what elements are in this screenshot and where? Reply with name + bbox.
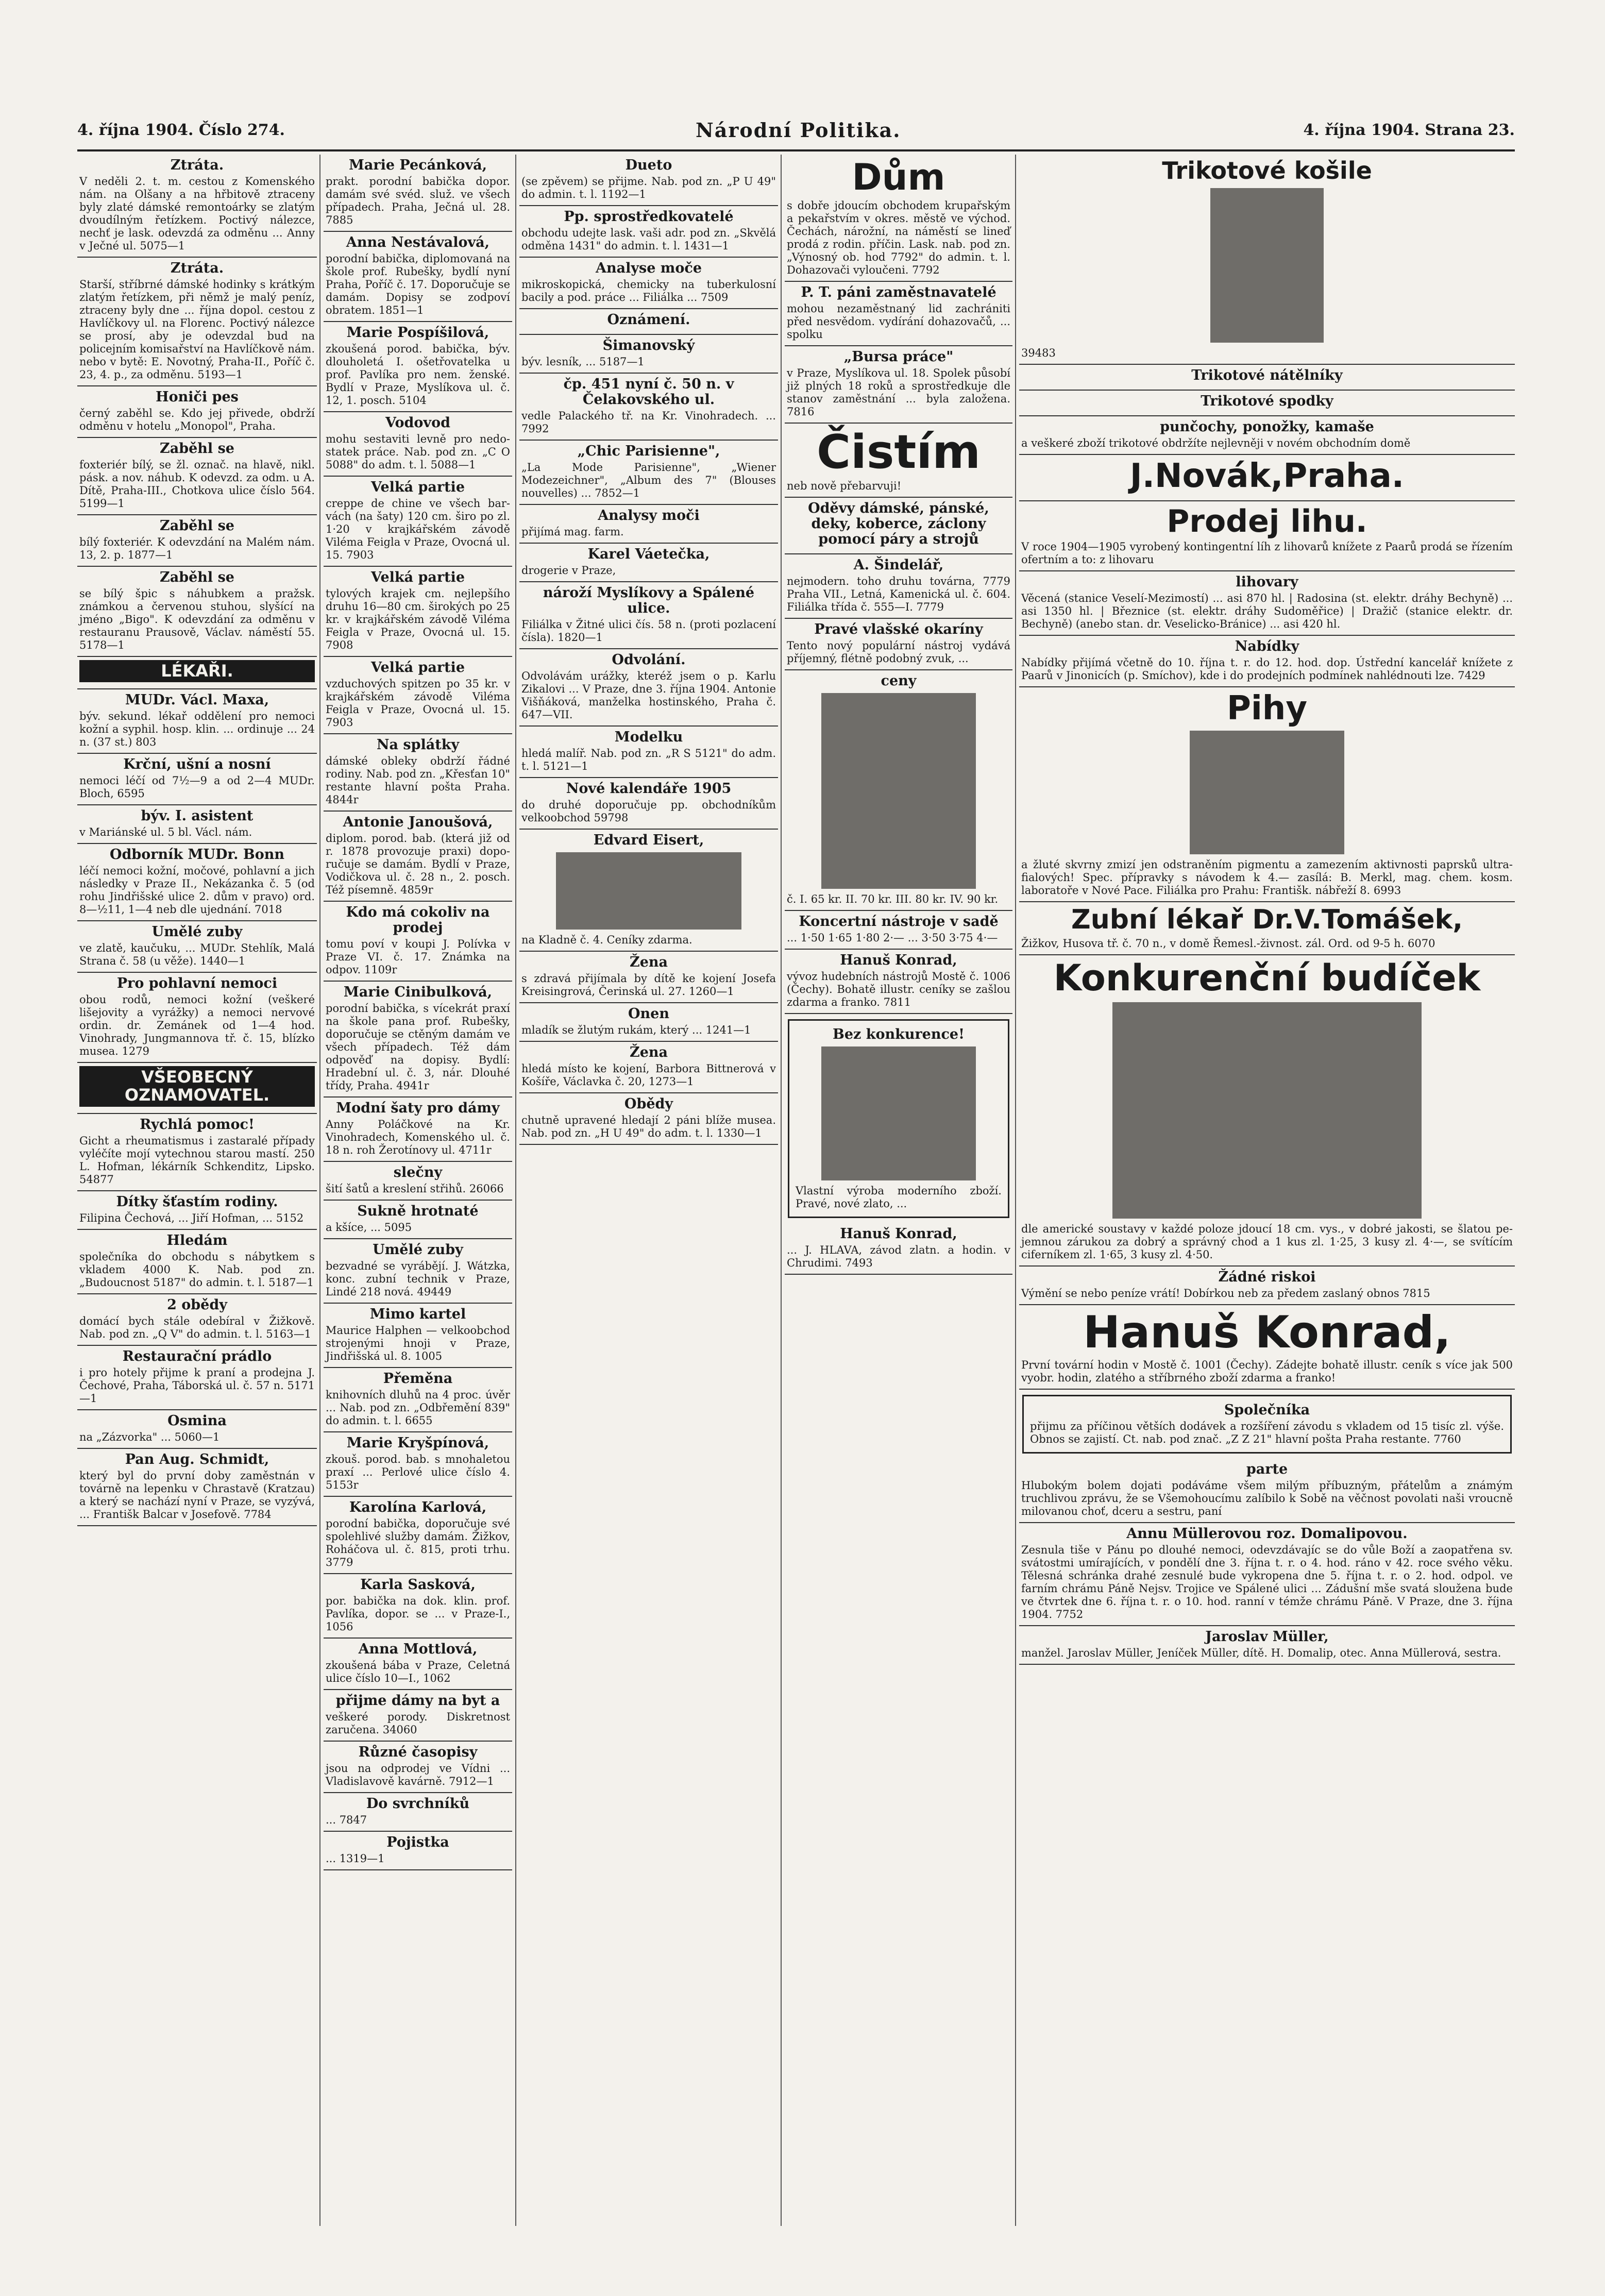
classified-ad: [785, 670, 1012, 911]
ad-heading: Anna Mottlová,: [358, 1641, 478, 1657]
ad-body: na „Zázvorka" ... 5060—1: [79, 1430, 220, 1443]
ad-heading: Velká partie: [370, 479, 465, 495]
ad-body: který byl do první doby zaměstnán v továrně na lepenku v Chrastavě (Kratzau) a který se nachází nyní v Praze, se vyzývá, ... Františk Balcar v Josefově. 7784: [79, 1469, 315, 1521]
ad-body: ... J. HLAVA, závod zlatn. a hodin. v Chrudimi. 7493: [787, 1244, 1010, 1269]
ad-heading: Různé časopisy: [358, 1744, 478, 1760]
classified-ad: [1019, 155, 1515, 365]
classified-ad: [1019, 416, 1515, 455]
ad-heading: Zubní lékař Dr.V.Tomášek,: [1071, 904, 1463, 936]
ad-heading: Bez konkurence!: [833, 1026, 965, 1042]
ad-body: zkoušená porod. babička, býv. dlouholetá I. ošetřovatelka u prof. Pavlíka pro nem. ženské. Bydlí v Praze, Myslíkova ul. č. 12, 1. posch. 5104: [326, 343, 510, 407]
classified-ad: [788, 1019, 1009, 1218]
ad-heading: býv. I. asistent: [141, 808, 254, 824]
ad-body: č. I. 65 kr. II. 70 kr. III. 80 kr. IV. 90 kr.: [787, 893, 999, 905]
classified-ad: [77, 515, 317, 567]
ad-heading: Umělé zuby: [373, 1242, 463, 1258]
ad-heading: Pihy: [1226, 689, 1308, 728]
classified-ad: [785, 619, 1012, 670]
classified-ad: [324, 902, 512, 982]
woman-portrait-illustration: [1190, 731, 1344, 854]
classified-ad: [519, 335, 778, 374]
classified-ad: [785, 424, 1012, 498]
column-divider: [1015, 155, 1016, 2226]
ad-body: dámské obleky obdrží řádné rodiny. Nab. pod zn. „Křesťan 10" restante hlavní pošta Praha. 4844r: [326, 755, 510, 806]
classified-ad: [519, 441, 778, 505]
ad-body: s dobře jdoucím obchodem krupařským a pekařstvím v okres. městě ve východ. Čechách, nárožní, na náměstí se lineď prodá z rodin. příčin. Lask. nab. pod zn. „Výnosný ob. hod 7792" do admin. t. l. Dohazovači vyloučeni. 7792: [787, 199, 1010, 276]
bullet-illustration: [556, 852, 741, 930]
classified-ad: [324, 1098, 512, 1162]
ad-body: Hlubokým bolem dojati podáváme všem milým příbuzným, přátelům a známým truchlivou zprávu, že se Všemohoucímu zalíbilo k Sobě na věčnost povolati naši vroucně milovanou choť, dceru a sestru, paní: [1021, 1479, 1513, 1518]
classified-ad: [519, 258, 778, 309]
ad-body: Nabídky přijímá včetně do 10. října t. r. do 12. hod. dop. Ústřední kancelář knížete z Paarů v Jinonicích (p. Smíchov), kde i do prodejních podmínek nahlédnouti lze. 7429: [1021, 656, 1513, 682]
classified-ad: [77, 1410, 317, 1449]
ad-heading: Hanuš Konrad,: [840, 1226, 957, 1242]
ad-heading: Restaurační prádlo: [122, 1348, 272, 1364]
classified-ad: [324, 412, 512, 477]
classified-ad: [519, 727, 778, 778]
classified-ad: [1019, 902, 1515, 955]
ad-heading: Pravé vlašské okaríny: [814, 621, 983, 637]
ad-heading: Analysy moči: [598, 508, 700, 524]
ad-body: i pro hotely přijme k praní a prodejna J. Čechové, Praha, Táborská ul. č. 57 n. 5171—1: [79, 1366, 315, 1405]
column-1: [77, 155, 317, 2221]
ad-body: bílý foxteriér. K odevzdání na Malém nám. 13, 2. p. 1877—1: [79, 536, 315, 561]
ad-heading: Krční, ušní a nosní: [123, 756, 271, 773]
ad-heading: Žena: [629, 954, 668, 970]
masthead-title: Národní Politika.: [696, 119, 901, 142]
ad-heading: MUDr. Václ. Maxa,: [125, 692, 269, 708]
classified-ad: [785, 911, 1012, 950]
classified-ad: [324, 982, 512, 1098]
ad-body: zkouš. porod. bab. s mnohaletou praxí ... Perlové ulice číslo 4. 5153r: [326, 1453, 510, 1491]
ad-heading: Ztráta.: [170, 157, 224, 173]
classified-ad: [519, 649, 778, 727]
classified-ad: [519, 505, 778, 544]
ad-heading: Oznámení.: [607, 312, 690, 328]
ad-heading: punčochy, ponožky, kamaše: [1160, 418, 1374, 435]
ad-heading: Antonie Janoušová,: [343, 814, 493, 830]
ad-heading: Obědy: [624, 1096, 673, 1112]
classified-ad: [77, 754, 317, 805]
ad-body: „La Mode Parisienne", „Wiener Modezeichner", „Album des 7" (Blouses nouvelles) ... 7852—1: [521, 461, 776, 499]
ad-body: mohu sestaviti levně pro nedostatek práce. Nab. pod zn. „C O 5088" do adm. t. l. 5088—1: [326, 433, 510, 471]
ad-heading: Hanuš Konrad,: [1083, 1306, 1451, 1358]
classified-ad: [1019, 391, 1515, 416]
ad-heading: „Bursa práce": [843, 349, 954, 365]
ad-heading: VŠEOBECNÝ OZNAMOVATEL.: [79, 1066, 315, 1106]
alarm-clock-illustration: [1112, 1002, 1422, 1219]
ad-body: hledá malíř. Nab. pod zn. „R S 5121" do adm. t. l. 5121—1: [521, 747, 776, 772]
ad-body: porodní babička, diplomovaná na škole prof. Rubešky, bydlí nyní Praha, Poříč č. 17. Doporučuje se damám. Dopisy se zodpoví obratem. 1851—1: [326, 252, 510, 316]
ad-body: do druhé doporučuje pp. obchodníkům velkoobchod 59798: [521, 799, 776, 824]
classified-ad: [785, 554, 1012, 619]
ad-heading: J.Novák,Praha.: [1129, 457, 1405, 495]
ad-body: zkoušená bába v Praze, Celetná ulice číslo 10—I., 1062: [326, 1659, 510, 1684]
ad-body: creppe de chine ve všech barvách (na šaty) 120 cm. širo po zl. 1·20 v krajkářském závodě Viléma Feigla v Praze, Ovocná ul. 15. 7903: [326, 497, 510, 561]
ad-heading: Pojistka: [386, 1834, 449, 1850]
classified-ad: [519, 778, 778, 830]
ad-body: jsou na odprodej ve Vídni ... Vladislavově kavárně. 7912—1: [326, 1762, 510, 1787]
classified-ad: [519, 374, 778, 441]
ad-heading: Hledám: [166, 1232, 228, 1248]
classified-ad: [519, 1003, 778, 1042]
ad-heading: Zaběhl se: [160, 441, 234, 457]
ad-heading: Odborník MUDr. Bonn: [110, 847, 284, 863]
ad-heading: Marie Kryšpínová,: [346, 1435, 489, 1451]
classified-ad: [1019, 955, 1515, 1267]
ad-body: býv. sekund. lékař oddělení pro nemoci kožní a syphil. hosp. klin. ... ordinuje ... 24 n. (37 st.) 803: [79, 710, 315, 749]
ad-body: společníka do obchodu s nábytkem s vkladem 4000 K. Nab. pod zn. „Budoucnost 5187" do admin. t. l. 5187—1: [79, 1250, 315, 1289]
ad-body: Zesnula tiše v Pánu po dlouhé nemoci, odevzdávajíc se do vůle Boží a zaopatřena sv. svátostmi umírajících, v pondělí dne 3. října t. r. o 4. hod. ráno v 42. roce svého věku. Tělesná schránka drahé zesnulé bude vykropena dne 5. října t. r. o 2. hod. odpol. ve farním chrámu Páně Nejsv. Trojice ve Spálené ulici ... Zádušní mše svatá sloužena bude ve čtvrtek dne 6. října t. r. o 10. hod. ranní v témže chrámu Páně. V Praze, dne 3. října 1904. 7752: [1021, 1544, 1513, 1621]
ad-body: neb nově přebarvuji!: [787, 480, 902, 492]
ad-body: knihovních dluhů na 4 proc. úvěr ... Nab. pod zn. „Odbřemění 839" do admin. t. l. 6655: [326, 1389, 510, 1427]
classified-ad: [1019, 571, 1515, 636]
ad-body: Filipina Čechová, ... Jiří Hofman, ... 5152: [79, 1211, 304, 1224]
classified-ad: [324, 1497, 512, 1574]
ad-body: nejmodern. toho druhu továrna, 7779 Praha VII., Letná, Kamenická ul. č. 604. Filiálka třída č. 555—I. 7779: [787, 575, 1010, 613]
ad-body: vývoz hudebních nástrojů Mostě č. 1006 (Čechy). Bohatě illustr. ceníky se zašlou zdarma a franko. 7811: [787, 970, 1010, 1008]
ad-body: ... 1319—1: [326, 1852, 385, 1865]
ad-heading: Onen: [628, 1006, 669, 1022]
ad-heading: Velká partie: [370, 660, 465, 676]
classified-ad: [785, 155, 1012, 282]
ad-heading: Modelku: [614, 729, 683, 745]
classified-ad: [1019, 501, 1515, 571]
ad-heading: Marie Pecánková,: [348, 157, 487, 173]
ad-heading: Zaběhl se: [160, 518, 234, 534]
classified-ad: [77, 657, 317, 689]
column-5: [1019, 155, 1515, 2221]
ad-heading: Karla Sasková,: [360, 1577, 476, 1593]
classified-ad: [324, 1432, 512, 1497]
classified-ad: [324, 734, 512, 812]
classified-ad: [785, 282, 1012, 346]
ad-body: tylových krajek cm. nejlepšího druhu 16—80 cm. širokých po 25 kr. v krajkářském závodě Viléma Feigla v Praze, Ovocná ul. 15. 7908: [326, 587, 510, 651]
classified-ad: [77, 1114, 317, 1191]
classified-ad: [1019, 365, 1515, 391]
ad-body: veškeré porody. Diskretnost zaručena. 34060: [326, 1711, 510, 1736]
ad-body: ... 1·50 1·65 1·80 2·— ... 3·50 3·75 4·—: [787, 932, 998, 944]
classified-ad: [77, 1449, 317, 1526]
classified-ad: [1019, 1626, 1515, 1665]
ad-body: mikroskopická, chemicky na tuberkulosní bacily a pod. práce ... Filiálka ... 7509: [521, 278, 776, 303]
classified-ad: [324, 1690, 512, 1742]
page-header: [77, 116, 1515, 147]
header-date-page: 4. října 1904. Strana 23.: [1303, 121, 1515, 139]
column-divider: [515, 155, 516, 2226]
ad-body: Žižkov, Husova tř. č. 70 n., v domě Řemesl.-živnost. zál. Ord. od 9-5 h. 6070: [1021, 937, 1435, 950]
skier-illustration: [1210, 188, 1324, 343]
ad-body: mohou nezaměstnaný lid zachrániti před nesvědom. vydírání dohazovačů, ... spolku: [787, 302, 1010, 341]
ad-heading: přijme dámy na byt a: [335, 1693, 500, 1709]
ad-body: obchodu udejte lask. vaši adr. pod zn. „Skvělá odměna 1431" do admin. t. l. 1431—1: [521, 227, 776, 252]
classified-ad: [1022, 1395, 1512, 1454]
ad-body: přijmu za příčinou větších dodávek a rozšíření závodu s vkladem od 15 tisíc zl. výše. Obnos se zajistí. Ct. nab. pod znač. „Z Z 21" hlavní pošta Praha restante. 7760: [1030, 1420, 1504, 1446]
column-3: [519, 155, 778, 2221]
ad-heading: Velká partie: [370, 569, 465, 585]
classified-ad: [77, 258, 317, 386]
classified-ad: [77, 973, 317, 1063]
ad-heading: Pro pohlavní nemoci: [116, 975, 278, 992]
classified-ad: [1019, 455, 1515, 501]
ad-heading: Edvard Eisert,: [593, 832, 704, 848]
ad-heading: Dům: [852, 156, 945, 198]
classified-ad: [1019, 1305, 1515, 1390]
classified-ad: [324, 477, 512, 567]
ad-body: nemoci léčí od 7½—9 a od 2—4 MUDr. Bloch, 6595: [79, 774, 315, 800]
ad-heading: Dítky šťastím rodiny.: [116, 1193, 278, 1210]
ad-heading: Annu Müllerovou roz. Domalipovou.: [1126, 1526, 1408, 1542]
ad-heading: Modní šaty pro dámy: [336, 1100, 500, 1116]
ad-heading: lihovary: [1236, 574, 1298, 590]
ad-body: Věcená (stanice Veselí-Mezimostí) ... asi 870 hl. | Radosina (st. elektr. dráhy Bechyně) ... asi 1350 hl. | Březnice (st. elektr. dráhy Sudoměřice) | Dražič (stanice elektr. dr. Bechyně) (anebo stan. dr. Veselicko-Bránice) ... asi 420 hl.: [1021, 592, 1513, 630]
classified-ad: [519, 952, 778, 1003]
classified-ad: [77, 1230, 317, 1294]
ad-heading: Dueto: [625, 157, 672, 173]
ad-heading: Oděvy dámské, pánské, deky, koberce, záclony pomocí páry a strojů: [808, 500, 989, 547]
ad-heading: Šimanovský: [602, 337, 695, 353]
classified-ad: [785, 950, 1012, 1014]
ad-body: domácí bych stále odebíral v Žižkově. Nab. pod zn. „Q V" do admin. t. l. 5163—1: [79, 1314, 315, 1340]
ad-body: V neděli 2. t. m. cestou z Komenského nám. na Olšany a na hřbitově ztraceny byly zlaté dámské remontoárky se zlatým dvoudílným řetízkem. Poctivý nálezce, nechť je lask. odevzdá za odměnu ... Anny v Ječné ul. 5075—1: [79, 175, 315, 252]
ad-body: Výmění se nebo peníze vrátí! Dobírkou neb za předem zaslaný obnos 7815: [1021, 1287, 1430, 1299]
ad-body: V roce 1904—1905 vyrobený kontingentní líh z lihovarů knížete z Paarů prodá se řízením ofertním a to: z lihovaru: [1021, 541, 1513, 566]
ad-heading: Karolína Karlová,: [349, 1499, 487, 1515]
classified-ad: [324, 1368, 512, 1432]
classified-ad: [77, 689, 317, 754]
ad-heading: Žena: [629, 1044, 668, 1060]
ad-heading: Hanuš Konrad,: [840, 952, 957, 968]
ad-body: vzduchových spitzen po 35 kr. v krajkářském závodě Viléma Feigla v Praze, Ovocná ul. 15. 7903: [326, 678, 510, 729]
classified-ad: [519, 206, 778, 258]
classified-ad: [324, 1639, 512, 1690]
ad-body: Gicht a rheumatismus i zastaralé případy vyléčíte mojí vytechnou starou mastí. 250 L. Hofman, lékárník Schkenditz, Lipsko. 54877: [79, 1134, 315, 1186]
ad-heading: Odvolání.: [612, 652, 686, 668]
classified-ad: [324, 1832, 512, 1870]
ad-heading: Nabídky: [1235, 638, 1299, 654]
ad-heading: parte: [1246, 1461, 1288, 1478]
classified-ad: [77, 1294, 317, 1346]
header-rule: [77, 149, 1515, 151]
ad-heading: Pp. sprostředkovatelé: [564, 209, 734, 225]
ad-heading: Trikotové spodky: [1201, 393, 1333, 409]
ad-heading: Zaběhl se: [160, 569, 234, 585]
ad-body: tomu poví v koupi J. Polívka v Praze VI. č. 17. Známka na odpov. 1109r: [326, 938, 510, 976]
classified-ad: [1019, 687, 1515, 902]
ad-heading: P. T. páni zaměstnavatelé: [801, 284, 996, 300]
ad-body: Tento nový populární nástroj vydává příjemný, flétně podobný zvuk, ...: [787, 639, 1010, 665]
ad-body: Odvolávám urážky, kteréž jsem o p. Karlu Zikalovi ... V Praze, dne 3. října 1904. Antonie Višňáková, manželka hostinského, Praha č. 647—VII.: [521, 670, 776, 721]
ad-body: chutně upravené hledají 2 páni blíže musea. Nab. pod zn. „H U 49" do adm. t. l. 1330—1: [521, 1114, 776, 1139]
ad-heading: Čistím: [816, 425, 981, 479]
ad-body: Maurice Halphen — velkoobchod strojenými hnoji v Praze, Jindřišská ul. 8. 1005: [326, 1324, 510, 1362]
classified-ad: [77, 921, 317, 973]
column-divider: [319, 155, 320, 2226]
classified-ad: [785, 346, 1012, 424]
classified-ad: [77, 1191, 317, 1230]
ad-body: obou rodů, nemoci kožní (veškeré lišejovity a vyrážky) a nemoci nervové ordin. dr. Zemánek od 1—4 hod. Vinohrady, Jungmannova tř. č. 15, blízko musea. 1279: [79, 993, 315, 1058]
ad-body: 39483: [1021, 346, 1056, 359]
ad-body: diplom. porod. bab. (která již od r. 1878 provozuje praxi) doporučuje se damám. Bydlí v Praze, Vodičkova ul. č. 28 n., 2. posch. Též písemně. 4859r: [326, 832, 510, 896]
ad-heading: Honiči pes: [156, 389, 239, 405]
ad-heading: Nové kalendáře 1905: [566, 781, 732, 797]
ad-heading: Společníka: [1224, 1402, 1310, 1419]
ad-body: s zdravá přijímala by dítě ke kojení Josefa Kreisingrová, Čerinská ul. 27. 1260—1: [521, 972, 776, 998]
ad-body: manžel. Jaroslav Müller, Jeníček Müller, dítě. H. Domalip, otec. Anna Müllerová, sestra.: [1021, 1647, 1501, 1660]
ad-body: bezvadné se vyrábějí. J. Wátzka, konc. zubní technik v Praze, Lindé 218 nová. 49449: [326, 1260, 510, 1298]
classified-ad: [77, 567, 317, 657]
ad-heading: Sukně hrotnaté: [357, 1203, 479, 1219]
ad-heading: Marie Cinibulková,: [343, 984, 493, 1000]
classified-ad: [324, 1574, 512, 1639]
ad-body: porodní babička, doporučuje své spolehlivé služby damám. Žižkov, Roháčova ul. č. 815, proti trhu. 3779: [326, 1517, 510, 1568]
header-date-issue: 4. října 1904. Číslo 274.: [77, 121, 285, 139]
column-4: [785, 155, 1012, 2221]
ad-body: šití šatů a kreslení střihů. 26066: [326, 1183, 504, 1195]
ad-body: ve zlatě, kaučuku, ... MUDr. Stehlík, Malá Strana č. 58 (u věže). 1440—1: [79, 942, 315, 968]
classified-ad: [324, 1239, 512, 1304]
classified-ad: [324, 657, 512, 734]
classified-ad: [324, 567, 512, 657]
ad-body: býv. lesník, ... 5187—1: [521, 356, 645, 368]
ad-heading: ceny: [881, 673, 917, 689]
ad-heading: Umělé zuby: [151, 924, 243, 940]
ad-body: černý zaběhl se. Kdo jej přivede, obdrží odměnu v hotelu „Monopol", Praha.: [79, 407, 315, 432]
ad-heading: „Chic Parisienne",: [577, 443, 720, 459]
ad-body: foxteriér bílý, se žl. označ. na hlavě, nikl. pásk. a nov. náhub. K odevzd. za odm. u A. Dítě, Praha-III., Chotkova ulice číslo 564. 5199—1: [79, 459, 315, 510]
classified-ad: [77, 438, 317, 515]
ad-body: dle americké soustavy v každé poloze jdoucí 18 cm. vys., v dobré jakosti, se šlatou pejemnou zárukou za dobrý a správný chod a 1 kus zl. 1·25, 3 kusy zl. 4·—, se svítícím ciferníkem zl. 1·65, 3 kusy zl. 4·50.: [1021, 1222, 1513, 1261]
ad-heading: Žádné riskoi: [1218, 1269, 1316, 1285]
ad-body: a veškeré zboží trikotové obdržíte nejlevněji v novém obchodním domě: [1021, 436, 1411, 449]
ad-heading: Koncertní nástroje v sadě: [799, 914, 999, 930]
ad-heading: Mimo kartel: [369, 1306, 466, 1322]
ad-body: ... 7847: [326, 1814, 367, 1826]
ad-heading: Vodovod: [385, 415, 450, 431]
classified-ad: [1019, 1267, 1515, 1305]
classified-ad: [324, 155, 512, 232]
ad-heading: A. Šindelář,: [853, 557, 944, 573]
classified-ad: [519, 830, 778, 952]
classified-ad: [77, 844, 317, 921]
ad-body: přijímá mag. farm.: [521, 526, 624, 538]
ad-heading: nároží Myslíkovy a Spálené ulice.: [543, 585, 755, 616]
column-divider: [781, 155, 782, 2226]
classified-ad: [324, 1793, 512, 1832]
ad-body: porodní babička, s vícekrát praxí na škole pana prof. Rubešky, doporučuje se ctěným damám ve všech případech. Též dám odpověď na dopisy. Bydlí: Hradební ul. č. 3, nár. Dlouhé třídy, Praha. 4941r: [326, 1002, 510, 1092]
ad-heading: Kdo má cokoliv na prodej: [346, 904, 490, 936]
ad-body: prakt. porodní babička dopor. damám své svéd. služ. ve všech případech. Praha, Ječná ul. 28. 7885: [326, 175, 510, 226]
ad-heading: Marie Pospíšilová,: [346, 325, 489, 341]
ad-heading: Karel Váetečka,: [587, 546, 710, 562]
classified-ad: [785, 1223, 1012, 1275]
ad-body: na Kladně č. 4. Ceníky zdarma.: [521, 934, 692, 946]
classified-ad: [324, 322, 512, 412]
ad-heading: Osmina: [167, 1412, 227, 1429]
ad-heading: Analyse moče: [596, 260, 702, 276]
ad-heading: Na splátky: [376, 737, 460, 753]
ad-body: a kšíce, ... 5095: [326, 1221, 412, 1234]
classified-ad: [1019, 1523, 1515, 1626]
ad-heading: 2 obědy: [167, 1296, 227, 1313]
ad-body: v Praze, Myslíkova ul. 18. Spolek působí již plných 18 roků a sprostředkuje dle stanov zaměstnání ... byla založena. 7816: [787, 367, 1010, 418]
ad-heading: LÉKAŘI.: [79, 660, 315, 682]
classified-ad: [324, 812, 512, 902]
classified-ad: [519, 1042, 778, 1093]
ad-body: drogerie v Praze,: [521, 564, 616, 577]
ad-body: hledá místo ke kojení, Barbora Bittnerová v Košíře, Václavka č. 20, 1273—1: [521, 1062, 776, 1088]
ad-heading: Rychlá pomoc!: [140, 1116, 255, 1133]
ad-heading: Do svrchníků: [366, 1796, 470, 1812]
ad-heading: Anna Nestávalová,: [346, 234, 490, 250]
ad-heading: Přeměna: [383, 1371, 453, 1387]
classified-ad: [324, 1201, 512, 1239]
classified-ad: [519, 582, 778, 649]
classified-ad: [77, 1346, 317, 1410]
classified-ad: [324, 1742, 512, 1793]
ad-heading: Trikotové košile: [1162, 157, 1372, 184]
classified-ad: [324, 1162, 512, 1201]
ad-heading: Jaroslav Müller,: [1205, 1629, 1329, 1645]
ad-body: Vlastní výroba moderního zboží. Pravé, nové zlato, ...: [796, 1185, 1002, 1210]
ad-body: (se zpěvem) se přijme. Nab. pod zn. „P U 49" do admin. t. l. 1192—1: [521, 175, 776, 200]
ad-heading: Ztráta.: [170, 260, 224, 276]
ad-body: Filiálka v Žitné ulici čís. 58 n. (proti pozlacení čísla). 1820—1: [521, 618, 776, 644]
classified-ad: [324, 232, 512, 322]
classified-ad: [1019, 636, 1515, 687]
ad-heading: Pan Aug. Schmidt,: [125, 1451, 269, 1467]
classified-ad: [519, 309, 778, 335]
classified-ad: [77, 155, 317, 258]
ad-body: mladík se žlutým rukám, který ... 1241—1: [521, 1024, 751, 1036]
classified-ad: [77, 386, 317, 438]
classified-ad: [785, 498, 1012, 554]
ad-body: Starší, stříbrné dámské hodinky s krátkým zlatým řetízkem, při němž je malý peníz, ztraceny byly dne ... října dopol. cestou z Havlíčkovy ul. na Florenc. Poctivý nálezce se prosí, aby je odevzdal bud na policejním komisařství na Havlíčkově nám. nebo v bytě: E. Novotný, Praha-II., Poříč č. 23, 4. p., za odměnu. 5193—1: [79, 278, 315, 381]
watch-illustration: [821, 1046, 976, 1180]
ad-heading: Trikotové nátělníky: [1191, 367, 1343, 383]
classified-ad: [324, 1304, 512, 1368]
ad-heading: slečny: [393, 1164, 443, 1180]
ad-body: se bílý špic s náhubkem a pražsk. známkou a červenou stuhou, slyšící na jméno „Bigo". K odevzdání za odměnu v restauranu Prausově, Václav. náměstí 55. 5178—1: [79, 587, 315, 651]
ad-heading: čp. 451 nyní č. 50 n. v Čelakovského ul.: [563, 376, 734, 408]
ad-body: vedle Palackého tř. na Kr. Vinohradech. ... 7992: [521, 410, 776, 435]
classified-ad: [519, 155, 778, 206]
ad-body: por. babička na dok. klin. prof. Pavlíka, dopor. se ... v Praze-I., 1056: [326, 1595, 510, 1633]
classified-ad: [77, 1063, 317, 1113]
ad-body: a žluté skvrny zmizí jen odstraněním pigmentu a zamezením aktivnosti paprsků ultrafialových! Spec. přípravky s návodem k 4.— zasílá: B. Merkl, mag. chem. kosm. laboratoře v Nové Pace. Filiálka pro Prahu: Františk. nábřeží 8. 6993: [1021, 858, 1513, 897]
classified-ad: [77, 805, 317, 844]
ad-heading: Konkurenční budíček: [1053, 956, 1481, 999]
ad-body: v Mariánské ul. 5 bl. Václ. nám.: [79, 826, 252, 839]
ad-heading: Prodej lihu.: [1167, 503, 1367, 539]
classified-ad: [519, 1093, 778, 1145]
alarm-clock-illustration: [821, 693, 976, 889]
classified-ad: [519, 544, 778, 582]
ad-body: Anny Poláčkové na Kr. Vinohradech, Komenského ul. č. 18 n. roh Žerotínovy ul. 4711r: [326, 1118, 510, 1156]
classified-ad: [1019, 1459, 1515, 1523]
ad-body: léčí nemoci kožní, močové, pohlavní a jich následky v Praze II., Nekázanka č. 5 (od rohu Jindřišské ulice 2. dům v pravo) ord. 8—½11, 1—4 neb dle ujednání. 7018: [79, 865, 315, 916]
ad-body: První tovární hodin v Mostě č. 1001 (Čechy). Zádejte bohatě illustr. ceník s více jak 500 vyobr. hodin, zlatého a stříbrného zboží zdarma a franko!: [1021, 1359, 1513, 1385]
column-2: [324, 155, 512, 2221]
